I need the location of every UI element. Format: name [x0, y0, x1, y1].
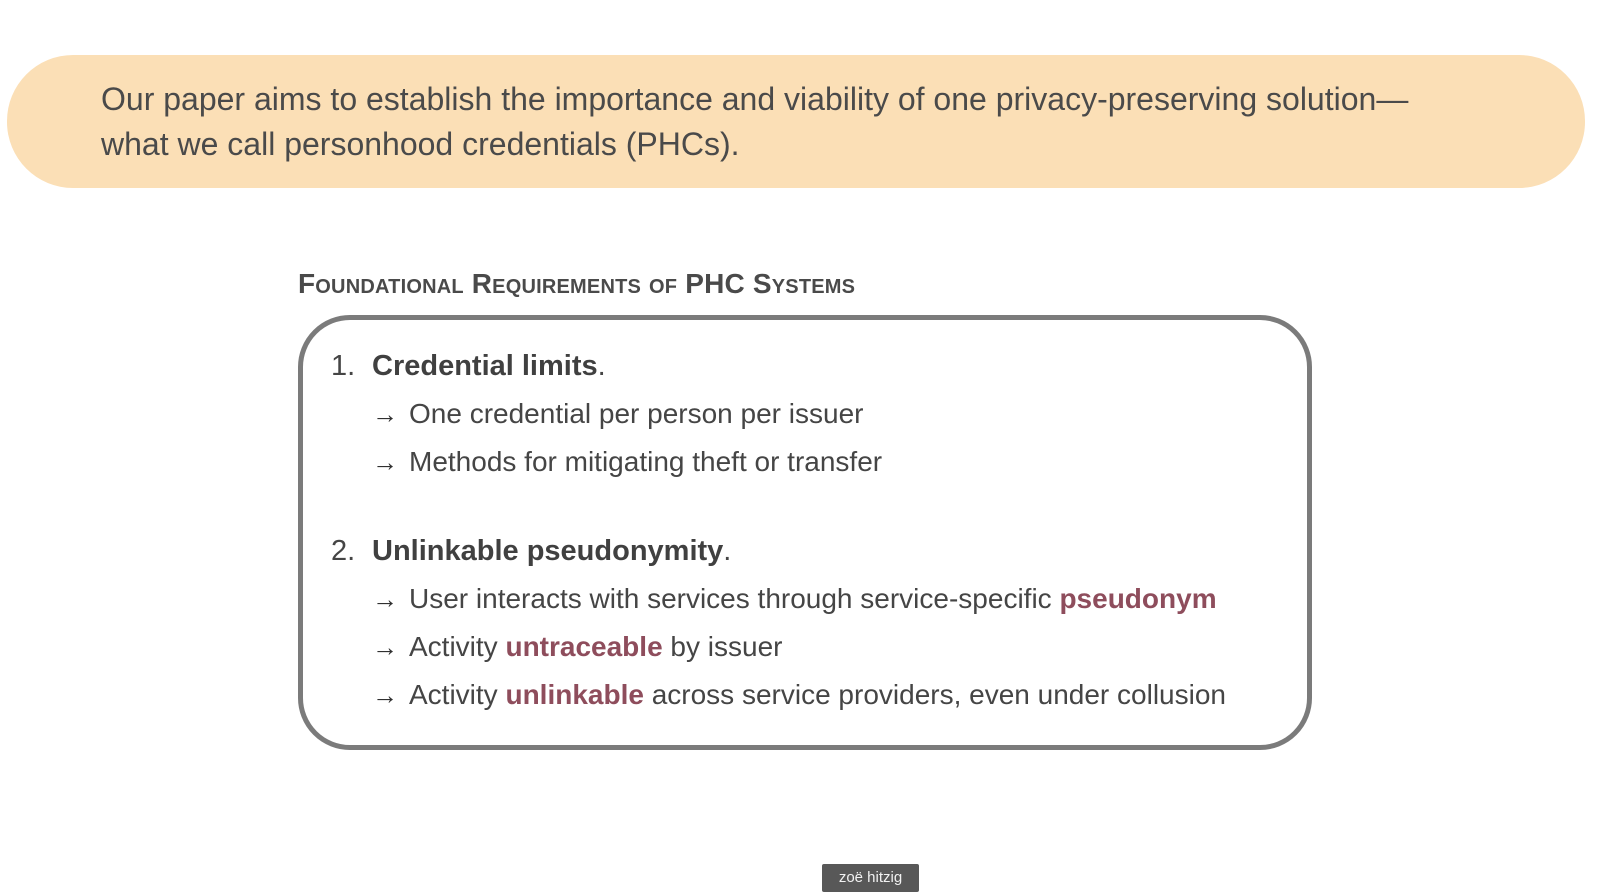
- right-arrow-icon: →: [372, 399, 398, 429]
- requirement-item-unlinkable-pseudonymity: [331, 527, 1287, 719]
- requirement-heading: [331, 342, 1287, 390]
- summary-banner: [7, 55, 1585, 188]
- requirements-title: Foundational Requirements of PHC Systems: [298, 268, 856, 299]
- requirement-sub-item: [372, 623, 1287, 671]
- banner-line-2: what we call personhood credentials (PHCs).: [101, 126, 740, 162]
- right-arrow-icon: →: [372, 680, 398, 710]
- sub-item-text: User interacts with services through service-specific: [409, 583, 1060, 614]
- requirement-sub-item: [372, 438, 1287, 486]
- highlight-term: untraceable: [505, 631, 663, 662]
- banner-line-1: Our paper aims to establish the importance and viability of one privacy-preserving solution—: [101, 81, 1409, 117]
- requirement-number: 1.: [331, 350, 356, 382]
- highlight-term: pseudonym: [1059, 583, 1217, 614]
- sub-item-text: Activity: [409, 679, 506, 710]
- right-arrow-icon: →: [372, 447, 398, 477]
- requirement-punct: .: [723, 535, 732, 567]
- requirements-box: [298, 315, 1312, 750]
- right-arrow-icon: →: [372, 584, 398, 614]
- right-arrow-icon: →: [372, 632, 398, 662]
- requirement-heading: [331, 527, 1287, 575]
- sub-item-text-tail: across service providers, even under collusion: [643, 679, 1226, 710]
- requirement-sub-item: [372, 390, 1287, 438]
- requirement-number: 2.: [331, 535, 356, 567]
- highlight-term: unlinkable: [505, 679, 644, 710]
- sub-item-text-tail: by issuer: [662, 631, 783, 662]
- requirement-sub-item: [372, 671, 1287, 719]
- requirement-item-credential-limits: [331, 342, 1287, 486]
- requirement-name: Unlinkable pseudonymity: [372, 535, 724, 567]
- banner-text: [101, 77, 1525, 167]
- sub-item-text: Activity: [409, 631, 506, 662]
- requirement-name: Credential limits: [372, 350, 598, 382]
- requirement-sub-item: [372, 575, 1287, 623]
- speaker-name-caption: zoë hitzig: [822, 864, 919, 892]
- requirement-punct: .: [597, 350, 606, 382]
- sub-item-text: Methods for mitigating theft or transfer: [409, 446, 883, 477]
- sub-item-text: One credential per person per issuer: [409, 398, 864, 429]
